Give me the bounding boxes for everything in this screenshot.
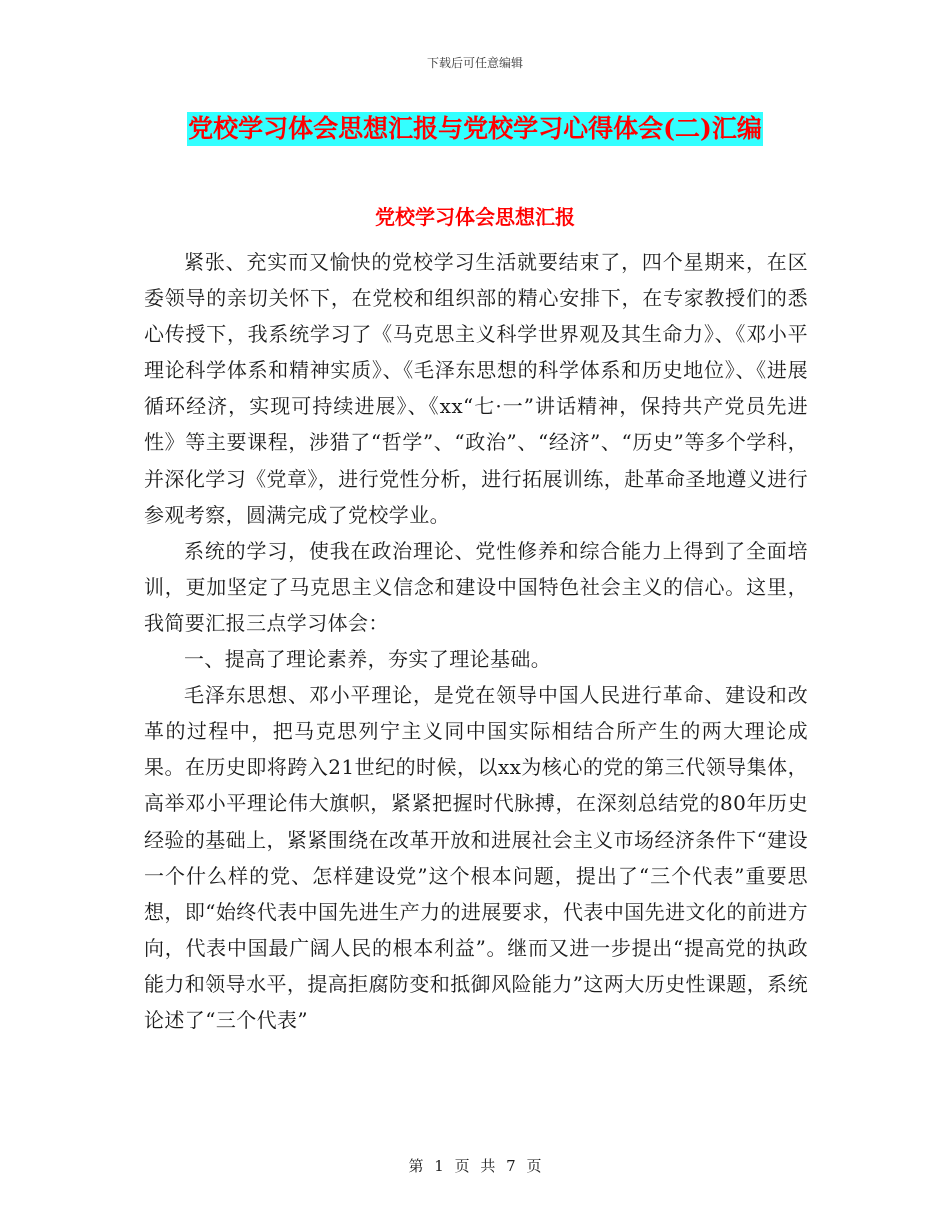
document-title [0, 112, 950, 146]
page-number: 第 1 页 共 7 页 [408, 1157, 542, 1175]
section-title: 党校学习体会思想汇报 [375, 205, 575, 229]
paragraph-1: 紧张、充实而又愉快的党校学习生活就要结束了，四个星期来，在区委领导的亲切关怀下，在党校和组织部的精心安排下，在专家教授们的悉心传授下，我系统学习了《马克思主义科学世界观及其生命力》、《邓小平理论科学体系和精神实质》、《毛泽东思想的科学体系和历史地位》、《进展循环经济，实现可持续进展》、《xx“七·一”讲话精神，保持共产党员先进性》等主要课程，涉猎了“哲学”、“政治”、“经济”、“历史”等多个学科，并深化学习《党章》，进行党性分析，进行拓展训练，赴革命圣地遵义进行参观考察，圆满完成了党校学业。 [144, 250, 808, 527]
paragraph-4: 毛泽东思想、邓小平理论，是党在领导中国人民进行革命、建设和改革的过程中，把马克思列宁主义同中国实际相结合所产生的两大理论成果。在历史即将跨入21世纪的时候，以xx为核心的党的第三代领导集体，高举邓小平理论伟大旗帜，紧紧把握时代脉搏，在深刻总结党的80年历史经验的基础上，紧紧围绕在改革开放和进展社会主义市场经济条件下“建设一个什么样的党、怎样建设党”这个根本问题，提出了“三个代表”重要思想，即“始终代表中国先进生产力的进展要求，代表中国先进文化的前进方向，代表中国最广阔人民的根本利益”。继而又进一步提出“提高党的执政能力和领导水平，提高拒腐防变和抵御风险能力”这两大历史性课题，系统论述了“三个代表” [144, 683, 808, 1032]
paragraph-2: 系统的学习，使我在政治理论、党性修养和综合能力上得到了全面培训，更加坚定了马克思主义信念和建设中国特色社会主义的信心。这里，我简要汇报三点学习体会： [144, 538, 808, 635]
body-text [144, 244, 808, 1038]
page-header-note: 下载后可任意编辑 [426, 56, 523, 70]
paragraph-3: 一、提高了理论素养，夯实了理论基础。 [184, 647, 552, 672]
document-title-text: 党校学习体会思想汇报与党校学习心得体会(二)汇编 [187, 112, 763, 146]
